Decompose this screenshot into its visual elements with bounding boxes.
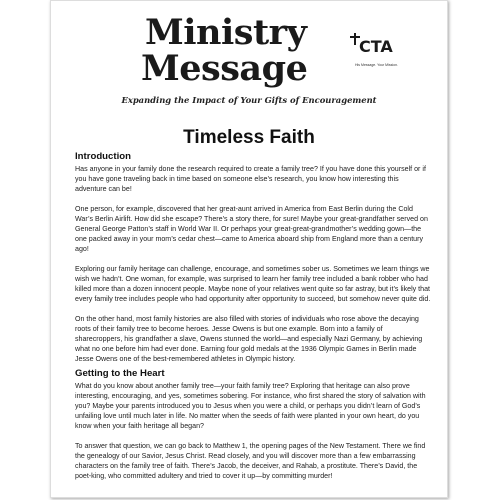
section-heading-introduction: Introduction <box>75 151 131 162</box>
section-heading-getting-to-the-heart: Getting to the Heart <box>75 368 165 379</box>
masthead-title-line2: Message <box>141 48 308 89</box>
paragraph: On the other hand, most family histories are also filled with stories of individuals who rose above the decaying roots of their family tree to become heroes. Jesse Owens is but one example. Born into a family of sharecroppers, his grandfather a slave, Owens stunned the world—and especially Nazi Germany, by achieving what no one before him had ever done. Earning four gold medals at the 1936 Olympic Games in Berlin made Jesse Owens one of the best-remembered athletes in Olympic history. <box>75 315 423 363</box>
masthead <box>51 9 447 104</box>
paragraph: Exploring our family heritage can challenge, encourage, and sometimes sober us. Sometimes we learn things we wish we hadn’t. One woman, for example, was surprised to learn her family tree included a bank robber who had killed more than a dozen innocent people. Maybe none of your relatives went quite so far astray, but it’s likely that every family tree includes people who had opportunity after opportunity to succeed, but somehow never quite did. <box>75 265 431 303</box>
logo-text: CTA <box>359 37 393 56</box>
masthead-title-line1: Ministry <box>145 12 307 53</box>
paragraph: Has anyone in your family done the research required to create a family tree? If you have done this yourself or if you have gone traveling back in time based on someone else’s research, you know how interesting this adventure can be! <box>75 165 426 193</box>
logo-tagline: His Message. Your Mission. <box>355 63 398 67</box>
document-body <box>75 151 431 491</box>
paragraph: One person, for example, discovered that her great-aunt arrived in America from East Berlin during the Cold War’s Berlin Airlift. How did she escape? There’s a story there, for sure! Maybe your great-grandfather served on General George Patton’s staff in World War II. Or perhaps your great-great-grandmother’s wedding gown—the one packed away in your mom’s cedar chest—came to America aboard ship from England more than a century ago! <box>75 205 428 253</box>
masthead-tagline: Expanding the Impact of Your Gifts of Encouragement <box>121 95 377 105</box>
cta-logo <box>349 29 397 69</box>
paragraph: To answer that question, we can go back to Matthew 1, the opening pages of the New Testament. There we find the genealogy of our Savior, Jesus Christ. Read closely, and you will discover more than a few embarrassing characters on the family tree of faith. There’s Jacob, the deceiver, and Rahab, a prostitute. There’s David, the poet-king, who committed adultery and tried to cover it up—by committing murder! <box>75 442 426 480</box>
paragraph: What do you know about another family tree—your faith family tree? Exploring that heritage can also prove interesting, encouraging, and yes, sometimes sobering. For instance, who first shared the story of salvation with you? Maybe your parents introduced you to Jesus when you were a child, or perhaps you didn’t learn of God’s unfailing love until much later in life. No matter when the seeds of faith were planted in your own heart, do you know when your faith heritage all began? <box>75 382 426 430</box>
document-title: Timeless Faith <box>183 127 315 148</box>
document-page <box>50 0 448 498</box>
